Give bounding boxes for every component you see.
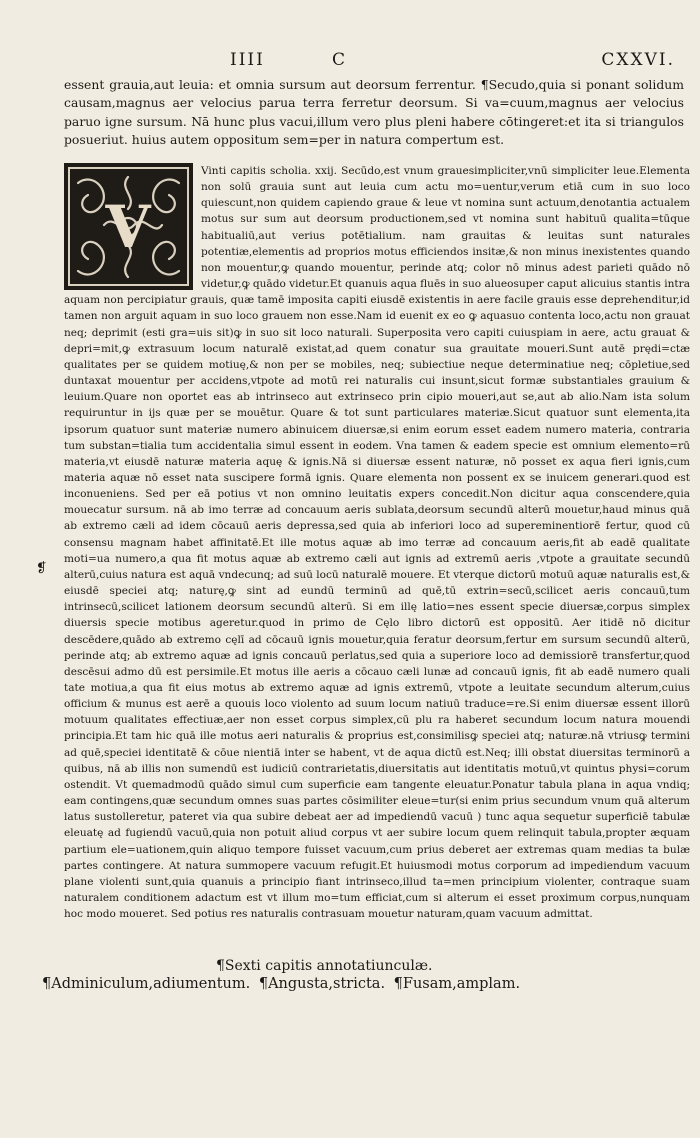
decorated-initial [64,163,193,290]
initial-letter: V [105,193,151,261]
glossary-line [42,976,662,992]
header-signature-letter: C [332,50,348,70]
top-paragraph: essent grauia,aut leuia: et omnia sursum aut deorsum ferrentur. ¶Secudo,quia si ponant solidum causam,magnus aer velocius parua terra ferretur deorsum. Si va=cuum,magnus aer velocius paruo igne sursum. Nā hunc plus vacui,illum vero plus pleni habere cōtingeret:et ita si triangulos posueriut. huius autem oppositum sem=per in natura compertum est. [64,77,684,147]
header-folio-number: CXXVI. [601,50,675,70]
decorated-initial-icon [64,163,193,290]
top-text-block [64,76,684,149]
glossary-entry: ¶Angusta,stricta. [258,976,386,992]
header-signature: IIII [230,50,265,70]
annotations-heading: ¶Sexti capitis annotatiunculæ. [216,958,433,974]
glossary-entry: ¶Fusam,amplam. [393,976,521,992]
margin-note: ❡ [36,561,47,576]
scholia-block [64,163,690,922]
scholia-paragraph: Vinti capitis scholia. xxij. Secūdo,est vnum grauesimpliciter,vnū simpliciter leue.Elementa non solū grauia sunt aut leuia cum actu mo=uentur,verum etiā cum in suo loco quiescunt,non quidem capiendo graue & leue vt nomina sunt actuum,denotantia actualem motus sur sum aut deorsum productionem,sed vt nomina sunt habituū qualita=tūque habitualiū,aut verius potētialium. nam grauitas & leuitas sunt naturales potentiæ,elementis ad proprios motus efficiendos insitæ,& non minus inexistentes quando non mouentur,ꝙ quando mouentur, perinde atq; color nō minus adest parieti quādo nō videtur,ꝙ quādo videtur.Et quanuis aqua fluēs in suo alueosuper caput alicuius stantis intra aquam non percipiatur grauis, quæ tamē imposita capiti eiusdē existentis in aere facile grauis esse deprehenditur,id tamen non arguit aquam in suo loco grauem non esse.Nam id euenit ex eo ꝙ aquasuo contenta loco,actu non grauat neq; deprimit (esti gra=uis sit)ꝙ in suo sit loco naturali. Superposita vero capiti cuiuspiam in aere, actu grauat & depri=mit,ꝙ extrasuum locum naturalē existat,ad quem conatur sua grauitate moueri.Sunt autē prędi=ctæ qualitates per se quidem motiuę,& non per se mobiles, neq; subiectiue neque determinatiue neq; cōpletiue,sed duntaxat mouentur per accidens,vtpote ad motū rei naturalis cui insunt,sicut formæ substantiales grauium & leuium.Quare non oportet eas ab intrinseco aut extrinseco prin cipio moueri,aut se,aut ab alio.Nam ista solum requiruntur in ijs quæ per se mouētur. Quare & tot sunt particulares materiæ.Sicut quatuor sunt elementa,ita ipsorum quatuor sunt materiæ numero abinuicem diuersæ,si enim eorum esset eadem numero materia, contraria tum substan=tialia tum accidentalia simul essent in eodem. Vna tamen & eadem specie est omnium elemento=rū materia,vt eiusdē naturæ materia aquę & ignis.Nā si diuersæ essent naturæ, nō posset ex aqua fieri ignis,cum materia aquæ nō esset nata suscipere formā ignis. Quare elementa non possent ex se inuicem generari.quod est inconueniens. Sed per eā potius vt non omnino leuitatis expers concedit.Non dicitur aqua conscendere,quia mouecatur sursum. nā ab imo terræ ad concauum aeris sublata,deorsum secundū alterū mouetur,haud minus quā ab extremo cæli ad idem cōcauū aeris depressa,sed quia ab inferiori loco ad supereminentiorē fertur, quod cū consensu magnam habet affinitatē.Et ille motus aquæ ab imo terræ ad concauum aeris,fit ab eadē qualitate moti=ua numero,a qua fit motus aquæ ab extremo cæli aut ignis ad extremū aeris ,vtpote a grauitate secundū alterū,cuius natura est aquā vndecunq; ad suū locū naturalē mouere. Et vterque dictorū motuū aquæ naturalis est,& eiusdē speciei atq; naturę,ꝙ sint ad eundū terminū ad quē,tū extrin=secū,scilicet aeris concauū,tum intrinsecū,scilicet lationem deorsum secundū alterū. Si em illę latio=nes essent specie diuersæ,corpus simplex diuersis specie motibus ageretur.quod in primo de Cęlo libro dictorū est oppositū. Aer itidē nō dicitur descēdere,quādo ab extremo cęlī ad cōcauū ignis mouetur,quia feratur deorsum,fertur em sursum secundū alterū, perinde atq; ab extremo aquæ ad ignis concauū perlatus,sed quia a superiore loco ad demissiorē transfertur,quod descēsui admo dū est persimile.Et motus ille aeris a cōcauo cæli lunæ ad concauū ignis, fit ab eadē numero quali tate motiua,a qua fit eius motus ab extremo aquæ ad ignis extremū, vtpote a leuitate secundum alterum,cuius officium & munus est aerē a quouis loco violento ad suum locum natiuū traduce=re.Si enim diuersæ essent illorū motuum qualitates effectiuæ,aer non esset corpus simplex,cū plu ra haberet secundum locum natura mouendi principia.Et tam hic quā ille motus aeri naturalis & proprius est,consimilisꝙ speciei atq; naturæ.nā vtriusꝙ termini ad quē,speciei identitatē & cōue nientiā inter se habent, vt de aqua dictū est.Neq; illi obstat diuersitas terminorū a quibus, nā ab illis non sumendū est iudiciū contrarietatis,diuersitatis aut identitatis motuū,vt quintus physi=corum ostendit. Vt quemadmodū quādo simul cum superficie eam tangente eleuatur.Ponatur tabula plana in aqua vndiq; eam contingens,quæ secundum omnes suas partes cōsimiliter eleue=tur(si enim prius secundum vnum quā alterum latus sustolleretur, pateret via qua subire debeat aer ad impediendū vacuū ) tunc aqua sequetur superficiē tabulæ eleuatę ad fugiendū vacuū,quia non potuit aliud corpus vt aer subire locum quem relinquit tabula,propter æquam partium ele=uationem,quin aliquo tempore fuisset vacuum,cum prius deberet aer extremas quam medias ta bulæ partes contingere. At natura summopere vacuum refugit.Et huiusmodi motus corporum ad impediendum vacuum plane violenti sunt,quia quanuis a principio fiant intrinseco,illud ta=men principium violenter, contraque suam naturalem conditionem adactum est vt illum mo=tum efficiat,cum si alterum ei esset proximum corpus,nunquam hoc modo moueret. Sed potius res naturalis contrasuam mouetur naturam,quam vacuum admittat. [64,165,690,921]
glossary-entry: ¶Adminiculum,adiumentum. [42,976,251,992]
